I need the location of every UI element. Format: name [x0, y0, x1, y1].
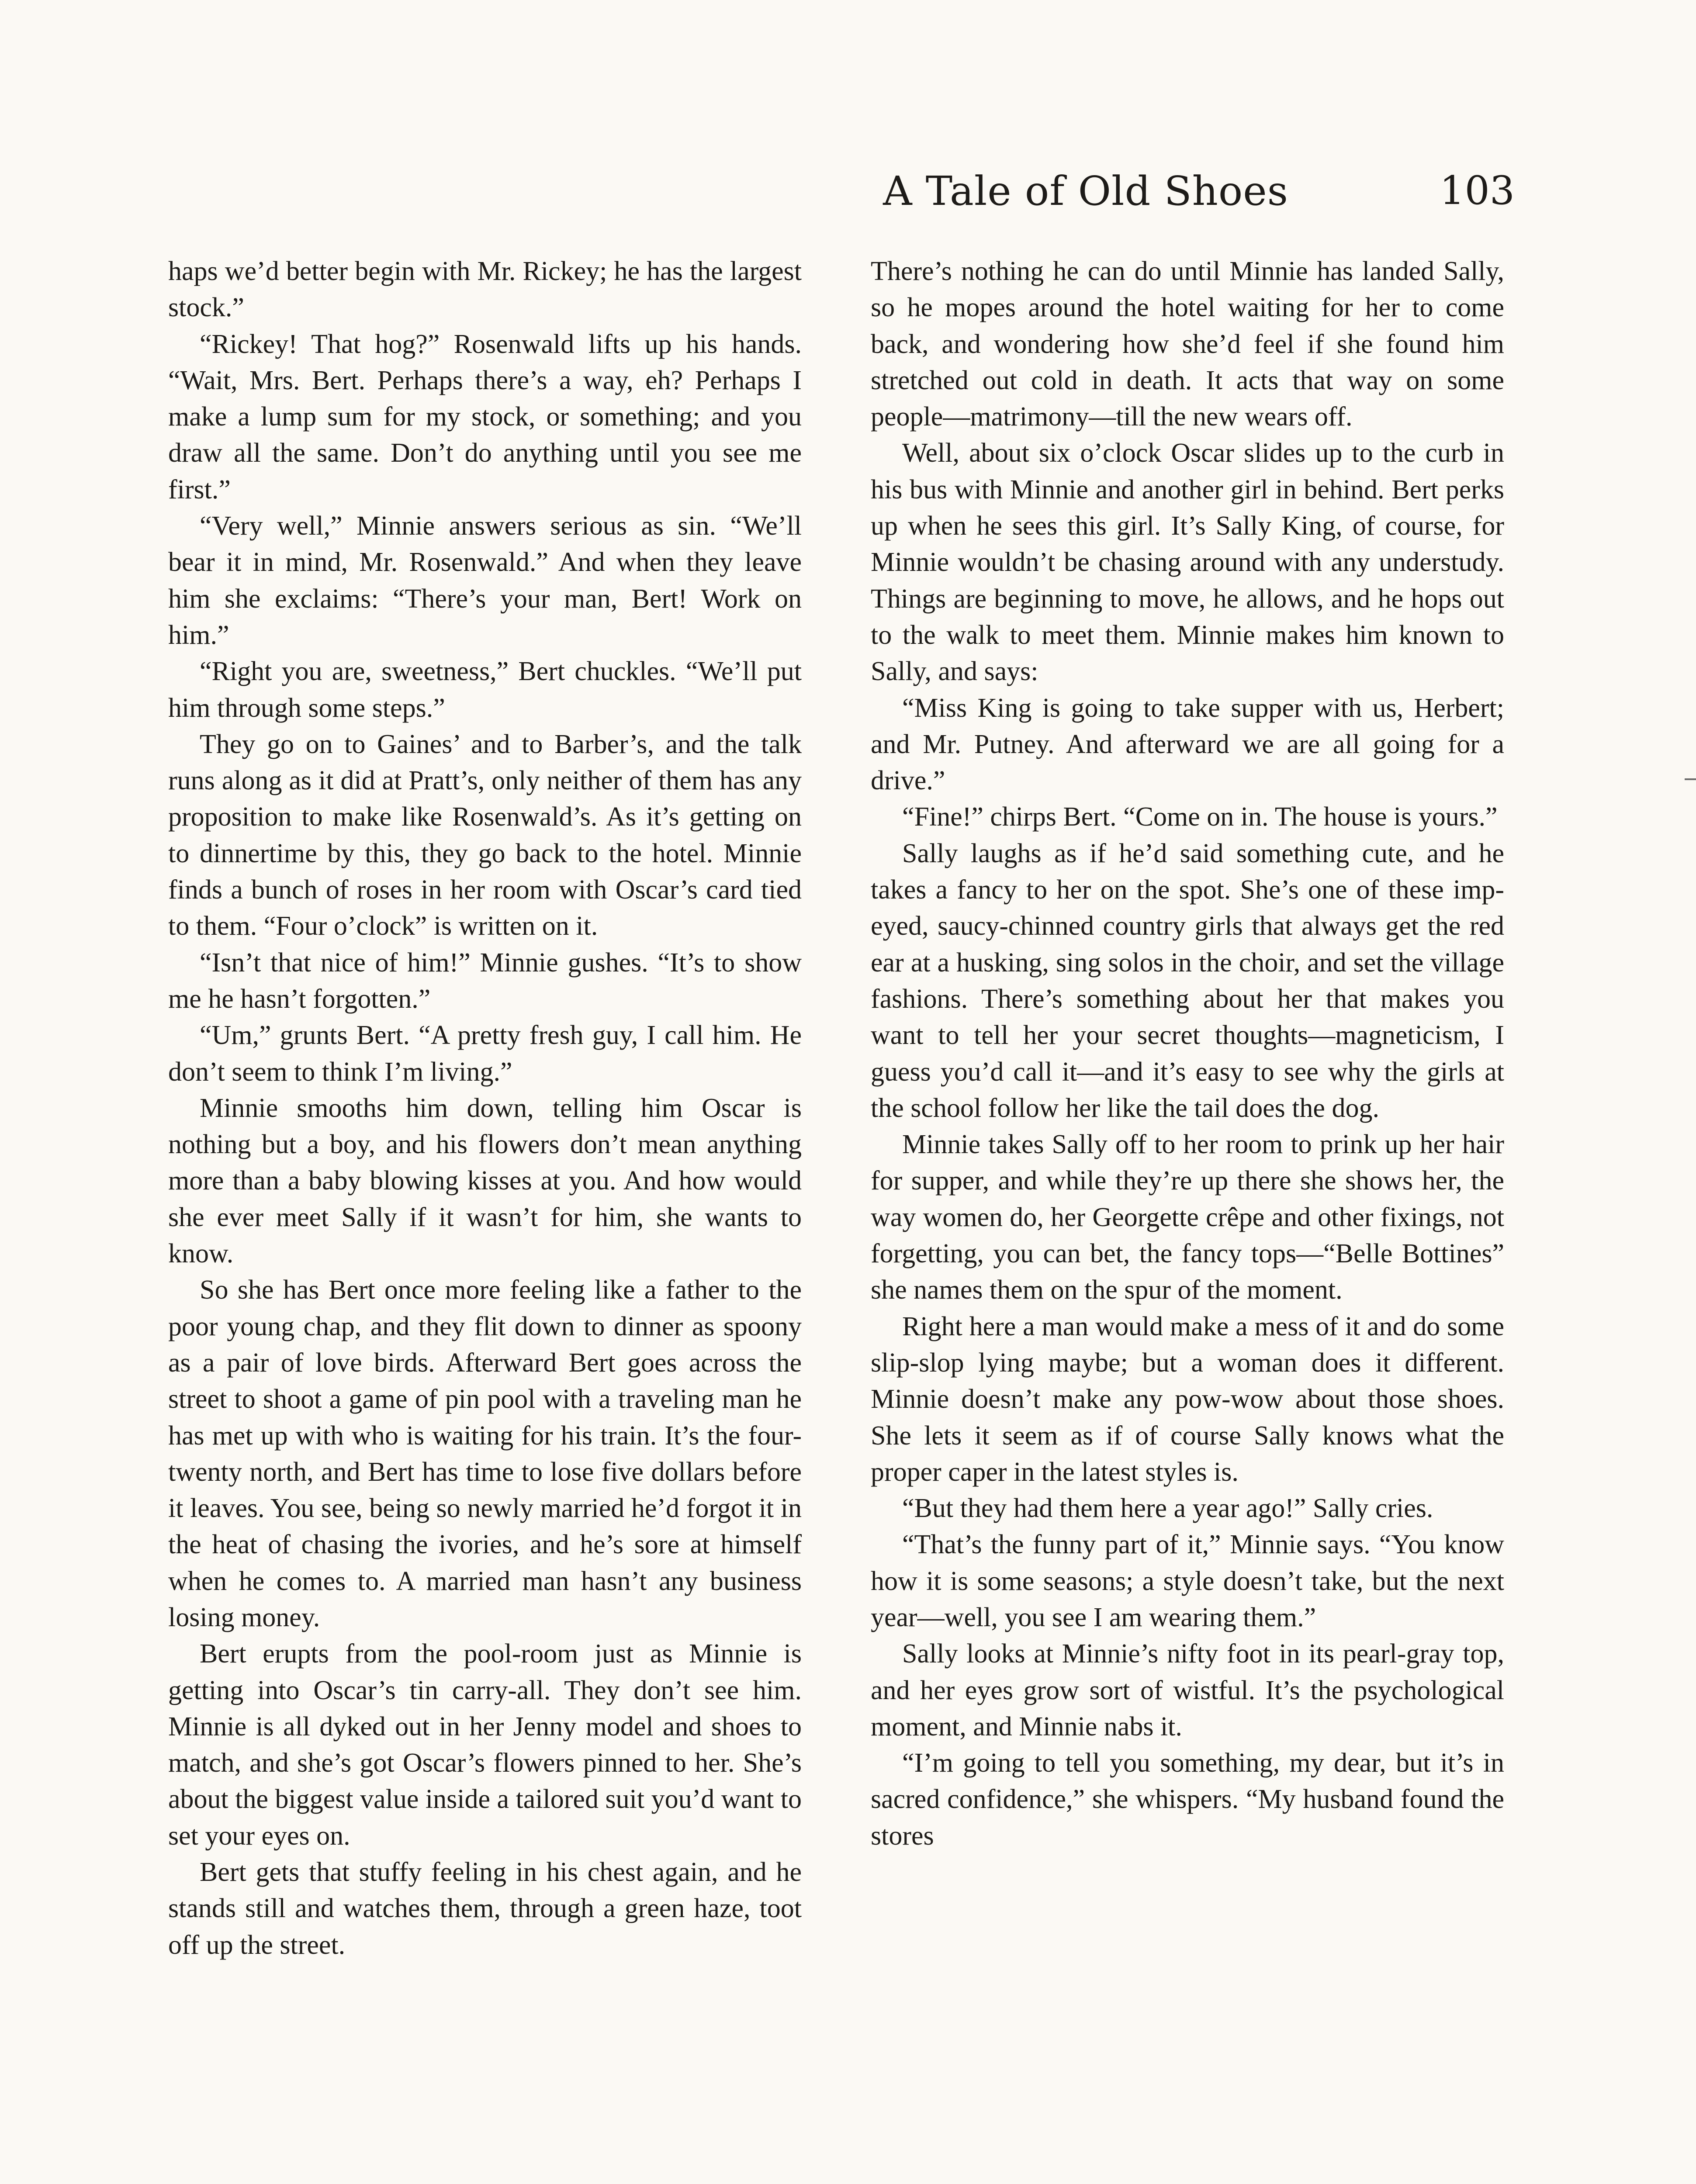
right-column: [871, 253, 1504, 1854]
paragraph: “Rickey! That hog?” Rosenwald lifts up his hands. “Wait, Mrs. Bert. Perhaps there’s a way, eh? Perhaps I make a lump sum for my stock, or something; and you draw all the same. Don’t do anything until you see me first.”: [168, 329, 802, 505]
left-column: [168, 253, 802, 1963]
paragraph: “But they had them here a year ago!” Sally cries.: [902, 1493, 1433, 1524]
page-number: 103: [1440, 168, 1515, 214]
paragraph: There’s nothing he can do until Minnie has landed Sally, so he mopes around the hotel waiting for her to come back, and wondering how she’d feel if she found him stretched out cold in death. It acts that way on some people—matrimony—till the new wears off.: [871, 256, 1504, 432]
page-title: A Tale of Old Shoes: [883, 168, 1288, 214]
paragraph: “Um,” grunts Bert. “A pretty fresh guy, I call him. He don’t seem to think I’m living.”: [168, 1020, 802, 1087]
paragraph: Bert erupts from the pool-room just as Minnie is getting into Oscar’s tin carry-all. They don’t see him. Minnie is all dyked out in her Jenny model and shoes to match, and she’s got Oscar’s flowers pinned to her. She’s about the biggest value inside a tailored suit you’d want to set your eyes on.: [168, 1639, 802, 1851]
paragraph: “Isn’t that nice of him!” Minnie gushes. “It’s to show me he hasn’t forgotten.”: [168, 947, 802, 1014]
paragraph: Minnie smooths him down, telling him Oscar is nothing but a boy, and his flowers don’t mean anything more than a baby blowing kisses at you. And how would she ever meet Sally if it wasn’t for him, she wants to know.: [168, 1093, 802, 1269]
scan-mark: [1685, 778, 1696, 780]
paragraph: Sally laughs as if he’d said something cute, and he takes a fancy to her on the spot. She’s one of these imp-eyed, saucy-chinned country girls that always get the red ear at a husking, sing solos in the choir, and set the village fashions. There’s something about her that makes you want to tell her your secret thoughts—magneticism, I guess you’d call it—and it’s easy to see why the girls at the school follow her like the tail does the dog.: [871, 838, 1504, 1123]
paragraph: “Right you are, sweetness,” Bert chuckles. “We’ll put him through some steps.”: [168, 657, 802, 723]
paragraph: “Miss King is going to take supper with us, Herbert; and Mr. Putney. And afterward we are all going for a drive.”: [871, 693, 1504, 796]
paragraph: Minnie takes Sally off to her room to prink up her hair for supper, and while they’re up there she shows her, the way women do, her Georgette crêpe and other fixings, not forgetting, you can bet, the fancy tops—“Belle Bottines” she names them on the spur of the moment.: [871, 1130, 1504, 1305]
paragraph: They go on to Gaines’ and to Barber’s, and the talk runs along as it did at Pratt’s, only neither of them has any proposition to make like Rosenwald’s. As it’s getting on to dinnertime by this, they go back to the hotel. Minnie finds a bunch of roses in her room with Oscar’s card tied to them. “Four o’clock” is written on it.: [168, 729, 802, 941]
paragraph: So she has Bert once more feeling like a father to the poor young chap, and they flit down to dinner as spoony as a pair of love birds. Afterward Bert goes across the street to shoot a game of pin pool with a traveling man he has met up with who is waiting for his train. It’s the four-twenty north, and Bert has time to lose five dollars before it leaves. You see, being so newly married he’d forgot it in the heat of chasing the ivories, and he’s sore at himself when he comes to. A married man hasn’t any business losing money.: [168, 1275, 802, 1632]
paragraph: “I’m going to tell you something, my dear, but it’s in sacred confidence,” she whispers. “My husband found the stores: [871, 1748, 1504, 1851]
paragraph: Well, about six o’clock Oscar slides up to the curb in his bus with Minnie and another girl in behind. Bert perks up when he sees this girl. It’s Sally King, of course, for Minnie wouldn’t be chasing around with any understudy. Things are beginning to move, he allows, and he hops out to the walk to meet them. Minnie makes him known to Sally, and says:: [871, 438, 1504, 687]
paragraph: Sally looks at Minnie’s nifty foot in its pearl-gray top, and her eyes grow sort of wistful. It’s the psychological moment, and Minnie nabs it.: [871, 1639, 1504, 1742]
paragraph: “That’s the funny part of it,” Minnie says. “You know how it is some seasons; a style doesn’t take, but the next year—well, you see I am wearing them.”: [871, 1530, 1504, 1632]
paragraph: “Fine!” chirps Bert. “Come on in. The house is yours.”: [902, 802, 1498, 832]
paragraph: haps we’d better begin with Mr. Rickey; he has the largest stock.”: [168, 256, 802, 323]
paragraph: “Very well,” Minnie answers serious as sin. “We’ll bear it in mind, Mr. Rosenwald.” And when they leave him she exclaims: “There’s your man, Bert! Work on him.”: [168, 511, 802, 650]
paragraph: Bert gets that stuffy feeling in his chest again, and he stands still and watches them, through a green haze, toot off up the street.: [168, 1857, 802, 1960]
paragraph: Right here a man would make a mess of it and do some slip-slop lying maybe; but a woman does it different. Minnie doesn’t make any pow-wow about those shoes. She lets it seem as if of course Sally knows what the proper caper in the latest styles is.: [871, 1311, 1504, 1487]
